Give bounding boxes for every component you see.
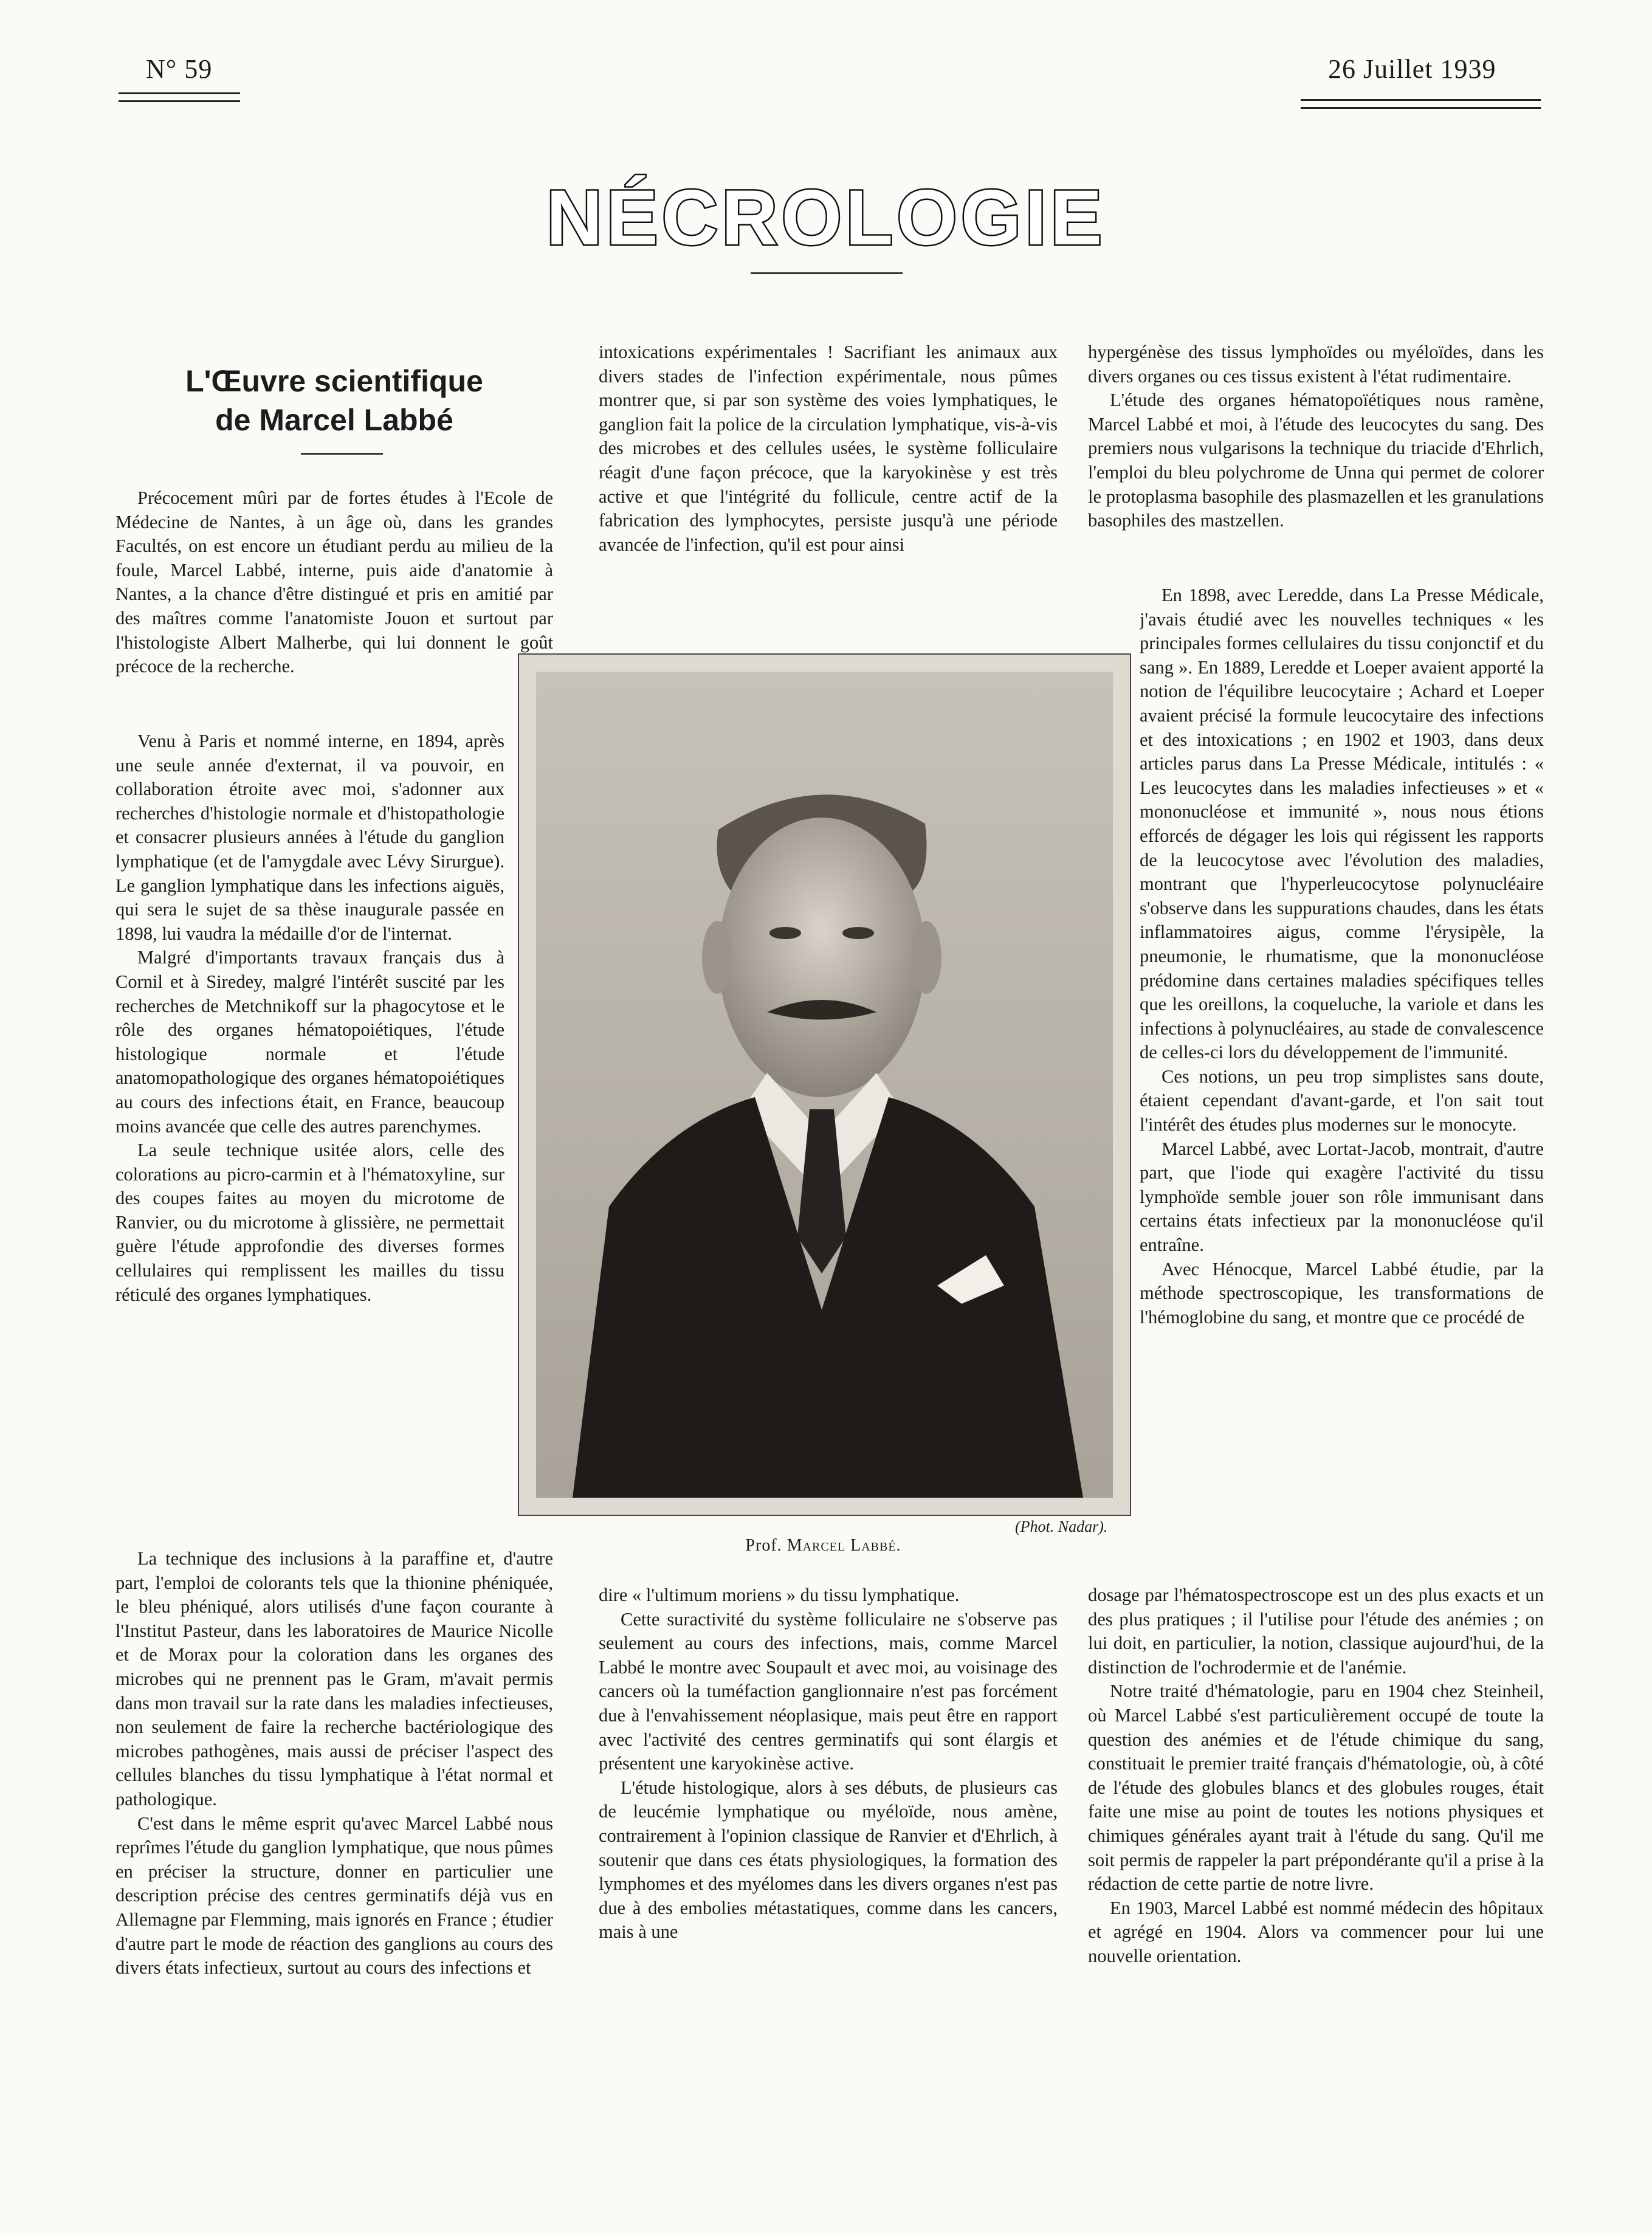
- issue-date: 26 Juillet 1939: [1328, 54, 1496, 84]
- paragraph: dosage par l'hématospectroscope est un des plus exacts et un des plus pratiques ; il l'utilise pour l'étude des anémies ; on lui doit, en particulier, la notion, classique aujourd'hui, de la distinction de l'ochrodermie et de l'anémie.: [1088, 1585, 1544, 1678]
- portrait-illustration: [536, 672, 1113, 1498]
- column-1: [115, 729, 504, 1538]
- section-title: NÉCROLOGIE: [546, 174, 1106, 261]
- portrait-photo: [518, 653, 1131, 1516]
- paragraph: Précocement mûri par de fortes études à l'Ecole de Médecine de Nantes, à un âge où, dans les grandes Facultés, on est encore un étudiant perdu au milieu de la foule, Marcel Labbé, interne, puis aide d'anatomie à Nantes, a la chance d'être distingué et pris en amitié par des maîtres comme l'anatomiste Jouon et surtout par l'histologiste Albert Malherbe, qui lui donnent le goût précoce de la recherche.: [115, 487, 553, 677]
- paragraph: Marcel Labbé, avec Lortat-Jacob, montrait, d'autre part, que l'iode qui exagère l'activité du tissu lymphoïde semble jouer son rôle immunisant dans certains états infectieux par la mononucléose qu'il entraîne.: [1140, 1138, 1544, 1256]
- column-3-bottom: [1088, 1583, 1544, 2112]
- paragraph: Avec Hénocque, Marcel Labbé étudie, par la méthode spectroscopique, les transformations de l'hémoglobine du sang, et montre que ce procédé de: [1140, 1258, 1544, 1328]
- title-rule: [301, 453, 383, 455]
- paragraph: intoxications expérimentales ! Sacrifiant les animaux aux divers stades de l'infection expérimentale, nous pûmes montrer que, si par son système des voies lymphatiques, le ganglion fait la police de la circulation lymphatique, vis-à-vis des microbes et des cellules usées, le système folliculaire réagit d'une façon précoce, que la karyokinèse y est très active et que l'intégrité du follicule, centre actif de la fabrication des lymphocytes, persiste jusqu'à une période avancée de l'infection, qu'il est pour ainsi: [599, 342, 1058, 555]
- paragraph: L'étude histologique, alors à ses débuts, de plusieurs cas de leucémie lymphatique ou myéloïde, nous amène, contrairement à l'opinion classique de Ranvier et d'Ehrlich, à soutenir que dans ces états physiologiques, la formation des lymphomes et des myélomes dans les divers organes n'est pas due à des embolies métastatiques, comme dans les cancers, mais à une: [599, 1777, 1058, 1943]
- paragraph: Venu à Paris et nommé interne, en 1894, après une seule année d'externat, il va pouvoir, en collaboration étroite avec moi, s'adonner aux recherches d'histologie normale et d'histopathologie et consacrer plusieurs années à l'étude du ganglion lymphatique (et de l'amygdale avec Lévy Sirurgue). Le ganglion lymphatique dans les infections aiguës, qui sera le sujet de sa thèse inaugurale passée en 1898, lui vaudra la médaille d'or de l'internat.: [115, 731, 504, 944]
- photo-caption: [518, 1536, 1129, 1555]
- column-2-top: [599, 340, 1058, 632]
- paragraph: dire « l'ultimum moriens » du tissu lymphatique.: [599, 1585, 960, 1605]
- paragraph: Malgré d'importants travaux français dus à Cornil et à Siredey, malgré l'intérêt suscité par les recherches de Metchnikoff sur la phagocytose et le rôle des organes hématopoiétiques, l'étude histologique normale et l'étude anatomopathologique des organes hématopoiétiques au cours des infections était, en France, beaucoup moins avancée que celle des autres parenchymes.: [115, 947, 504, 1137]
- paragraph: L'étude des organes hématopoïétiques nous ramène, Marcel Labbé et moi, à l'étude des leucocytes du sang. Des premiers nous vulgarisons la technique du triacide d'Ehrlich, l'emploi du bleu polychrome de Unna qui permet de colorer le protoplasma basophile des plasmazellen et les granulations basophiles des mastzellen.: [1088, 390, 1544, 531]
- paragraph: Cette suractivité du système folliculaire ne s'observe pas seulement au cours des infections, mais, comme Marcel Labbé le montre avec Soupault et avec moi, au voisinage des cancers où la tuméfaction ganglionnaire n'est pas forcément due à l'envahissement néoplasique, mais peut être en rapport avec l'activité des centres germinatifs qui sont élargis et présentent une karyokinèse active.: [599, 1608, 1058, 1774]
- masthead-rule: [751, 272, 903, 274]
- article-title: [115, 362, 553, 439]
- paragraph: Notre traité d'hématologie, paru en 1904 chez Steinheil, où Marcel Labbé s'est particulièrement occupé de toute la question des anémies et de l'étude chimique du sang, constituait le premier traité français d'hématologie, où, à côté de l'étude des globules blancs et des globules rouges, était faite une mise au point de toutes les notions physiques et chimiques générales ayant trait à l'étude du sang. Qu'il me soit permis de rappeler la part prépondérante qu'il a prise à la rédaction de cette partie de notre livre.: [1088, 1681, 1544, 1895]
- paragraph: hypergénèse des tissus lymphoïdes ou myéloïdes, dans les divers organes ou ces tissus existent à l'état rudimentaire.: [1088, 342, 1544, 387]
- column-1-bottom: [115, 1547, 553, 2112]
- paragraph: C'est dans le même esprit qu'avec Marcel Labbé nous reprîmes l'étude du ganglion lymphatique, que nous pûmes en préciser la structure, donner en particulier une description précise des centres germinatifs déjà vus en Allemagne par Flemming, mais ignorés en France ; étudier d'autre part le mode de réaction des ganglions au cours des divers états infectieux, surtout au cours des infections et: [115, 1813, 553, 1978]
- column-3-mid: [1140, 584, 1544, 1562]
- photo-credit: (Phot. Nadar).: [1015, 1518, 1108, 1535]
- column-2-bottom: [599, 1583, 1058, 2112]
- column-3-top: [1088, 340, 1544, 584]
- paragraph: En 1903, Marcel Labbé est nommé médecin des hôpitaux et agrégé en 1904. Alors va commencer pour lui une nouvelle orientation.: [1088, 1897, 1544, 1966]
- caption-name: Marcel Labbé.: [786, 1536, 901, 1555]
- portrait-image: [536, 672, 1113, 1498]
- article-title-line2: de Marcel Labbé: [215, 403, 453, 437]
- issue-number: N° 59: [146, 54, 213, 84]
- paragraph: La seule technique usitée alors, celle des colorations au picro-carmin et à l'hématoxyline, sur des coupes faites au moyen du microtome de Ranvier, ou du microtome à glissière, ne permettait guère l'étude approfondie des diverses formes cellulaires qui remplissent les mailles du tissu réticulé des organes lymphatiques.: [115, 1140, 504, 1305]
- paragraph: Ces notions, un peu trop simplistes sans doute, étaient cependant d'avant-garde, et l'on sait tout l'intérêt des études plus modernes sur le monocyte.: [1140, 1066, 1544, 1135]
- paragraph: En 1898, avec Leredde, dans La Presse Médicale, j'avais étudié avec les nouvelles techniques « les principales formes cellulaires du tissu conjonctif et du sang ». En 1889, Leredde et Loeper avaient apporté la notion de l'équilibre leucocytaire ; Achard et Loeper avaient précisé la formule leucocytaire des infections et des intoxications ; en 1902 et 1903, dans deux articles parus dans La Presse Médicale, intitulés : « Les leucocytes dans les maladies infectieuses » et « mononucléose et immunité », nous nous étions efforcés de dégager les lois qui régissent les rapports de la leucocytose avec l'évolution des maladies, montrant que l'hyperleucocytose polynucléaire s'observe dans les suppurations chaudes, dans les états inflammatoires aigus, comme l'érysipèle, la pneumonie, le rhumatisme, que la mononucléose prédomine dans certaines maladies spécifiques telles que les oreillons, la coqueluche, la variole et dans les infections à polynucléaires, au stade de convalescence de celles-ci lors du développement de l'immunité.: [1140, 585, 1544, 1063]
- column-1-top: [115, 486, 553, 679]
- header-rule-right: [1301, 99, 1541, 109]
- header-rule-left: [119, 92, 240, 102]
- paragraph: La technique des inclusions à la paraffine et, d'autre part, l'emploi de colorants tels que la thionine phéniquée, le bleu phéniqué, alors utilisés d'une façon courante à l'Institut Pasteur, dans les laboratoires de Maurice Nicolle et de Morax pour la coloration dans les organes des microbes qui ne prennent pas le Gram, m'avait permis dans mon travail sur la rate dans les maladies infectieuses, non seulement de faire la recherche bactériologique des microbes pathogènes, mais aussi de préciser l'aspect des cellules blanches du tissu lymphatique à l'état normal et pathologique.: [115, 1548, 553, 1810]
- article-title-line1: L'Œuvre scientifique: [185, 364, 483, 398]
- caption-prefix: Prof.: [745, 1536, 782, 1555]
